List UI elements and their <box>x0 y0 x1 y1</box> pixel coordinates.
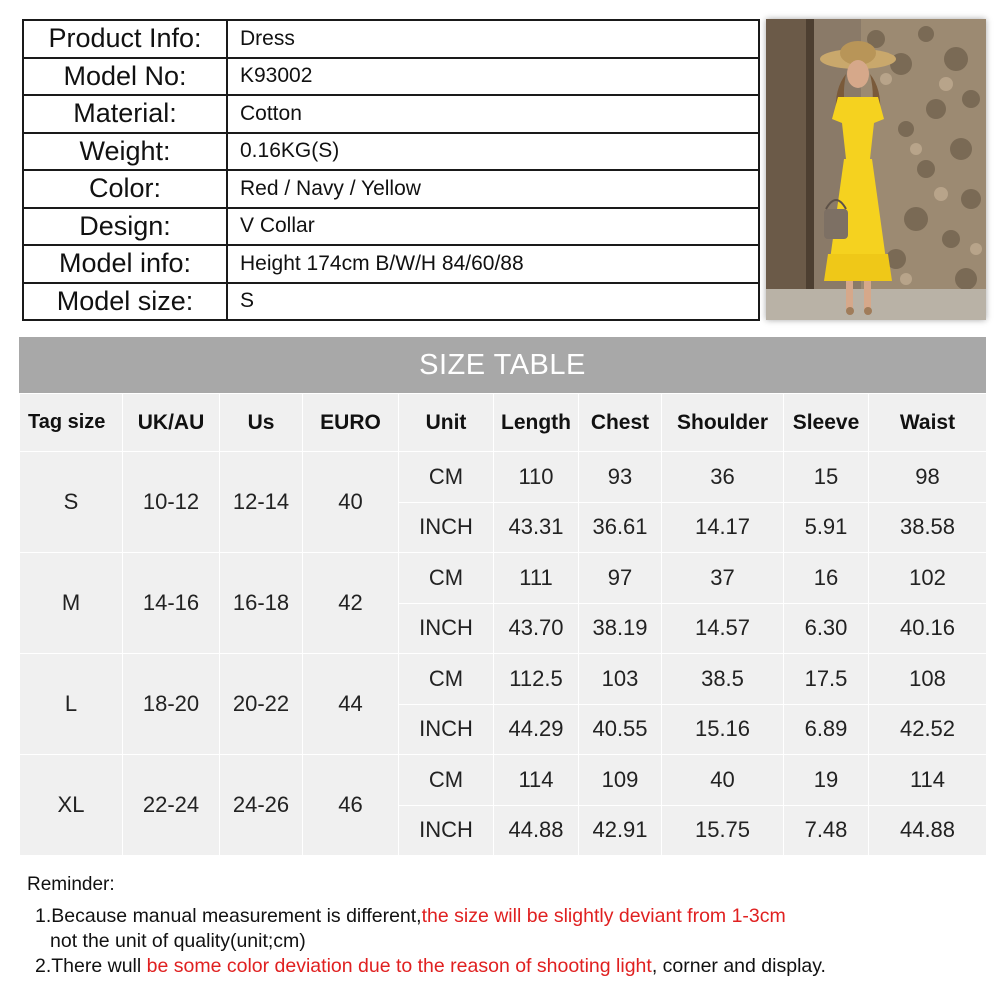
column-header: Chest <box>579 394 662 452</box>
reminder-title: Reminder: <box>27 874 115 895</box>
shoulder-cell: 37 <box>662 553 784 604</box>
reminder-line-2: not the unit of quality(unit;cm) <box>50 930 306 952</box>
chest-cell: 93 <box>579 452 662 503</box>
sleeve-cell: 7.48 <box>784 805 869 856</box>
length-cell: 44.88 <box>494 805 579 856</box>
shoulder-cell: 14.57 <box>662 603 784 654</box>
sleeve-cell: 6.89 <box>784 704 869 755</box>
unit-cell: INCH <box>399 704 494 755</box>
column-header: UK/AU <box>123 394 220 452</box>
ukau-size-cell: 18-20 <box>123 654 220 755</box>
info-value: Cotton <box>227 95 759 133</box>
unit-cell: CM <box>399 654 494 705</box>
waist-cell: 98 <box>869 452 987 503</box>
size-table <box>19 393 987 856</box>
shoulder-cell: 15.16 <box>662 704 784 755</box>
info-label: Weight: <box>23 133 227 171</box>
length-cell: 112.5 <box>494 654 579 705</box>
waist-cell: 114 <box>869 755 987 806</box>
model-photo <box>766 19 986 320</box>
info-value: K93002 <box>227 58 759 96</box>
tag-size-cell: XL <box>20 755 123 856</box>
reminder-line-3 <box>27 954 826 979</box>
table-row <box>20 755 987 806</box>
shoulder-cell: 15.75 <box>662 805 784 856</box>
sleeve-cell: 17.5 <box>784 654 869 705</box>
euro-size-cell: 46 <box>303 755 399 856</box>
info-row <box>23 58 759 96</box>
info-value: V Collar <box>227 208 759 246</box>
column-header: Waist <box>869 394 987 452</box>
waist-cell: 108 <box>869 654 987 705</box>
reminder-line-1 <box>27 904 826 929</box>
info-value: Height 174cm B/W/H 84/60/88 <box>227 245 759 283</box>
info-label: Material: <box>23 95 227 133</box>
reminder-line-1-text: 1.Because manual measurement is different, <box>35 905 422 927</box>
reminder <box>27 874 826 979</box>
column-header: Sleeve <box>784 394 869 452</box>
info-value: Dress <box>227 20 759 58</box>
column-header: Unit <box>399 394 494 452</box>
chest-cell: 38.19 <box>579 603 662 654</box>
waist-cell: 44.88 <box>869 805 987 856</box>
tag-size-cell: S <box>20 452 123 553</box>
chest-cell: 42.91 <box>579 805 662 856</box>
length-cell: 43.31 <box>494 502 579 553</box>
product-info-table <box>22 19 760 321</box>
sleeve-cell: 6.30 <box>784 603 869 654</box>
unit-cell: INCH <box>399 502 494 553</box>
us-size-cell: 24-26 <box>220 755 303 856</box>
column-header: EURO <box>303 394 399 452</box>
info-label: Design: <box>23 208 227 246</box>
waist-cell: 38.58 <box>869 502 987 553</box>
unit-cell: CM <box>399 452 494 503</box>
us-size-cell: 20-22 <box>220 654 303 755</box>
shoulder-cell: 14.17 <box>662 502 784 553</box>
length-cell: 44.29 <box>494 704 579 755</box>
column-header: Us <box>220 394 303 452</box>
us-size-cell: 12-14 <box>220 452 303 553</box>
euro-size-cell: 44 <box>303 654 399 755</box>
info-value: S <box>227 283 759 321</box>
us-size-cell: 16-18 <box>220 553 303 654</box>
ukau-size-cell: 22-24 <box>123 755 220 856</box>
tag-size-cell: L <box>20 654 123 755</box>
length-cell: 114 <box>494 755 579 806</box>
reminder-line-3-text-a: 2.There wull <box>35 955 147 977</box>
sleeve-cell: 15 <box>784 452 869 503</box>
shoulder-cell: 38.5 <box>662 654 784 705</box>
info-row <box>23 208 759 246</box>
ukau-size-cell: 10-12 <box>123 452 220 553</box>
info-row <box>23 20 759 58</box>
unit-cell: INCH <box>399 603 494 654</box>
sleeve-cell: 16 <box>784 553 869 604</box>
unit-cell: INCH <box>399 805 494 856</box>
euro-size-cell: 40 <box>303 452 399 553</box>
info-row <box>23 133 759 171</box>
length-cell: 110 <box>494 452 579 503</box>
info-value: Red / Navy / Yellow <box>227 170 759 208</box>
unit-cell: CM <box>399 553 494 604</box>
column-header: Shoulder <box>662 394 784 452</box>
sleeve-cell: 19 <box>784 755 869 806</box>
euro-size-cell: 42 <box>303 553 399 654</box>
waist-cell: 102 <box>869 553 987 604</box>
info-row <box>23 95 759 133</box>
length-cell: 111 <box>494 553 579 604</box>
unit-cell: CM <box>399 755 494 806</box>
size-table-title: SIZE TABLE <box>19 337 986 393</box>
info-row <box>23 170 759 208</box>
table-row <box>20 654 987 705</box>
info-label: Product Info: <box>23 20 227 58</box>
info-value: 0.16KG(S) <box>227 133 759 171</box>
table-row <box>20 452 987 503</box>
shoulder-cell: 40 <box>662 755 784 806</box>
info-row <box>23 245 759 283</box>
info-label: Model size: <box>23 283 227 321</box>
reminder-line-3-highlight: be some color deviation due to the reason of shooting light <box>146 955 652 977</box>
info-label: Model No: <box>23 58 227 96</box>
column-header: Tag size <box>20 394 123 452</box>
sleeve-cell: 5.91 <box>784 502 869 553</box>
info-label: Model info: <box>23 245 227 283</box>
waist-cell: 42.52 <box>869 704 987 755</box>
ukau-size-cell: 14-16 <box>123 553 220 654</box>
shoulder-cell: 36 <box>662 452 784 503</box>
waist-cell: 40.16 <box>869 603 987 654</box>
chest-cell: 40.55 <box>579 704 662 755</box>
tag-size-cell: M <box>20 553 123 654</box>
reminder-line-3-text-b: , corner and display. <box>651 955 826 977</box>
table-row <box>20 553 987 604</box>
info-row <box>23 283 759 321</box>
chest-cell: 109 <box>579 755 662 806</box>
chest-cell: 103 <box>579 654 662 705</box>
chest-cell: 36.61 <box>579 502 662 553</box>
info-label: Color: <box>23 170 227 208</box>
length-cell: 43.70 <box>494 603 579 654</box>
chest-cell: 97 <box>579 553 662 604</box>
reminder-line-1-highlight: the size will be slightly deviant from 1-3cm <box>421 905 786 927</box>
column-header: Length <box>494 394 579 452</box>
